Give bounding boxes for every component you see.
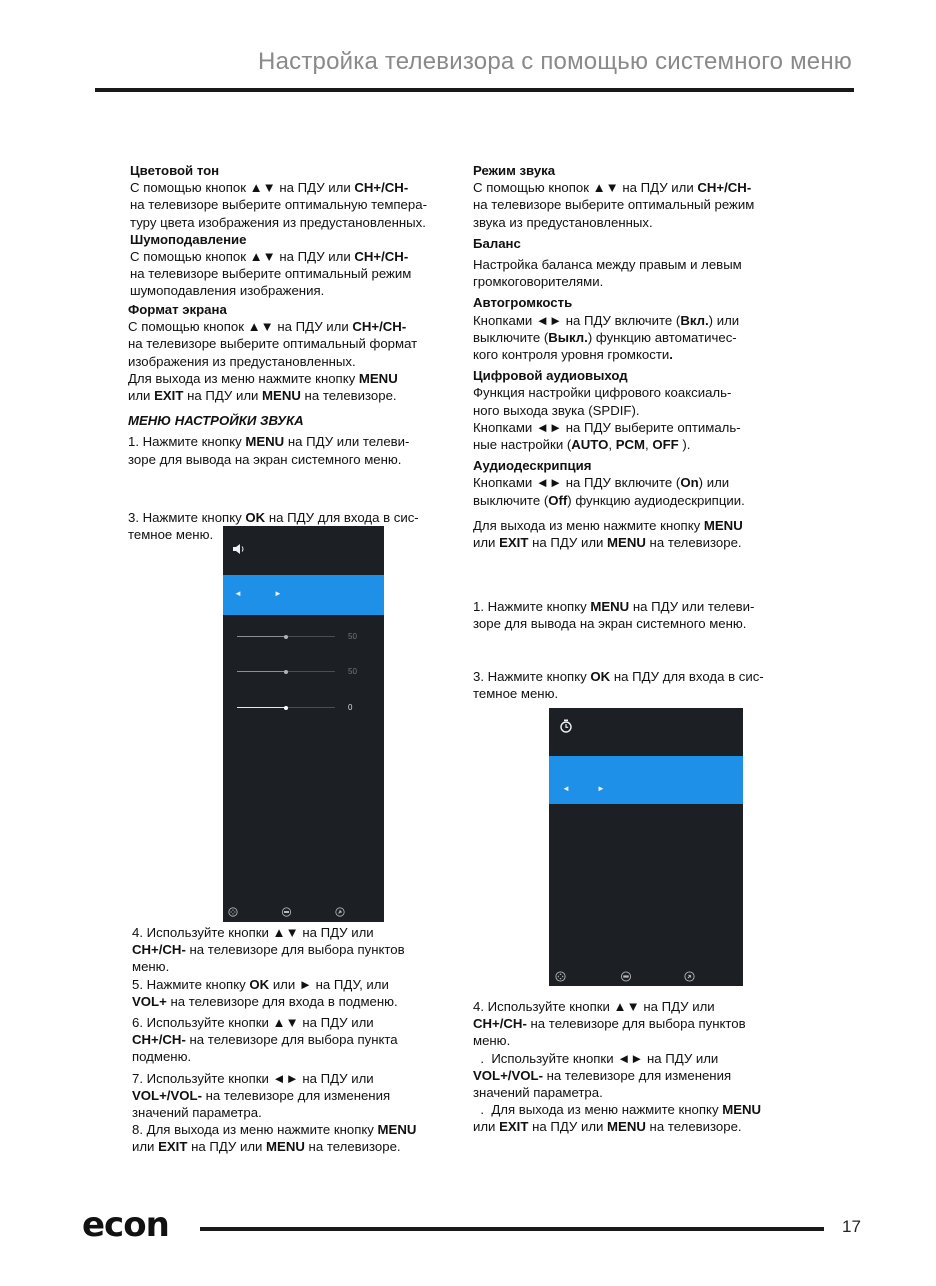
text-line: выключите (Выкл.) функцию автоматичес- bbox=[473, 329, 737, 345]
text-line: меню. bbox=[473, 1033, 511, 1049]
slider-3-knob[interactable] bbox=[284, 706, 288, 710]
slider-1-knob[interactable] bbox=[284, 635, 288, 639]
text-line: на телевизоре выберите оптимальный режим bbox=[473, 197, 755, 213]
text-line: 1. Нажмите кнопку MENU на ПДУ или телеви- bbox=[473, 599, 755, 614]
selected-menu-band[interactable] bbox=[549, 756, 743, 804]
slider-2-fill bbox=[237, 671, 286, 672]
slider-3[interactable] bbox=[237, 707, 335, 708]
text-line: ные настройки (AUTO, PCM, OFF ). bbox=[473, 437, 691, 453]
heading-color-tone: Цветовой тон bbox=[130, 163, 220, 178]
text-line: на телевизоре выберите оптимальную темпера- bbox=[130, 197, 427, 213]
text-line: 5. Нажмите кнопку OK или ► на ПДУ, или bbox=[132, 976, 389, 992]
speaker-icon bbox=[232, 542, 246, 560]
clock-icon bbox=[559, 719, 573, 738]
heading-format: Формат экрана bbox=[128, 302, 227, 317]
arrow-right-icon: ► bbox=[274, 589, 282, 598]
text-line: подменю. bbox=[132, 1049, 192, 1065]
slider-3-fill bbox=[237, 707, 286, 708]
slider-1[interactable] bbox=[237, 636, 335, 637]
text-line: 3. Нажмите кнопку OK на ПДУ для входа в сис- bbox=[473, 669, 764, 684]
heading-digital-out: Цифровой аудиовыход bbox=[473, 368, 628, 384]
footer-rule bbox=[200, 1227, 824, 1231]
dpad-icon bbox=[228, 907, 238, 920]
text-line: зоре для вывода на экран системного меню. bbox=[473, 616, 747, 632]
text-line: С помощью кнопок ▲▼ на ПДУ или CH+/CH- bbox=[130, 180, 409, 196]
back-icon bbox=[335, 907, 345, 920]
text-line: значений параметра. bbox=[473, 1085, 603, 1101]
heading-autovolume: Автогромкость bbox=[473, 295, 573, 311]
text-line: Кнопками ◄► на ПДУ включите (Вкл.) или bbox=[473, 312, 740, 328]
slider-2-knob[interactable] bbox=[284, 670, 288, 674]
time-menu-screen bbox=[549, 708, 743, 986]
text-line: звука из предустановленных. bbox=[473, 214, 653, 230]
text-line: Кнопками ◄► на ПДУ включите (On) или bbox=[473, 475, 730, 491]
text-line: 3. Нажмите кнопку OK на ПДУ для входа в сис- bbox=[128, 510, 419, 525]
text-line: . Используйте кнопки ◄► на ПДУ или bbox=[473, 1050, 719, 1066]
text-line: Функция настройки цифрового коаксиаль- bbox=[473, 385, 732, 401]
selected-menu-band[interactable] bbox=[223, 575, 384, 615]
text-line: 1. Нажмите кнопку MENU на ПДУ или телеви- bbox=[128, 434, 410, 450]
text-line: Настройка баланса между правым и левым bbox=[473, 257, 742, 273]
slider-3-value: 0 bbox=[348, 703, 353, 712]
text-line: 4. Используйте кнопки ▲▼ на ПДУ или bbox=[132, 925, 374, 940]
dpad-icon bbox=[555, 971, 566, 985]
right-step3 bbox=[473, 668, 803, 702]
text-line: значений параметра. bbox=[132, 1105, 262, 1121]
text-line: на телевизоре выберите оптимальный формат bbox=[128, 336, 418, 352]
header-rule bbox=[95, 88, 854, 92]
text-line: 4. Используйте кнопки ▲▼ на ПДУ или bbox=[473, 999, 715, 1014]
text-line: . Для выхода из меню нажмите кнопку MENU bbox=[473, 1102, 762, 1118]
slider-1-fill bbox=[237, 636, 286, 637]
text-line: С помощью кнопок ▲▼ на ПДУ или CH+/CH- bbox=[130, 249, 409, 265]
text-line: Для выхода из меню нажмите кнопку MENU bbox=[128, 370, 398, 386]
text-line: С помощью кнопок ▲▼ на ПДУ или CH+/CH- bbox=[128, 319, 407, 335]
text-line: ного выхода звука (SPDIF). bbox=[473, 402, 640, 418]
text-line: кого контроля уровня громкости. bbox=[473, 347, 673, 363]
enter-icon bbox=[620, 971, 632, 985]
text-line: Для выхода из меню нажмите кнопку MENU bbox=[473, 517, 743, 533]
heading-balance: Баланс bbox=[473, 235, 521, 251]
left-column-mid bbox=[128, 301, 458, 468]
enter-icon bbox=[281, 907, 292, 920]
arrow-left-icon: ◄ bbox=[234, 589, 242, 598]
text-line: Кнопками ◄► на ПДУ выберите оптималь- bbox=[473, 419, 741, 435]
section-title-sound-menu: МЕНЮ НАСТРОЙКИ ЗВУКА bbox=[128, 413, 304, 429]
text-line: шумоподавления изображения. bbox=[130, 283, 325, 299]
arrow-left-icon: ◄ bbox=[562, 784, 570, 793]
text-line: или EXIT на ПДУ или MENU на телевизоре. bbox=[473, 535, 742, 551]
text-line: 8. Для выхода из меню нажмите кнопку MENU bbox=[132, 1122, 417, 1138]
econ-logo: econ bbox=[82, 1205, 169, 1245]
arrow-right-icon: ► bbox=[597, 784, 605, 793]
text-line: выключите (Off) функцию аудиодескрипции. bbox=[473, 492, 745, 508]
right-step1 bbox=[473, 598, 803, 632]
left-column-top bbox=[130, 162, 460, 300]
text-line: темное меню. bbox=[473, 686, 559, 702]
text-line: CH+/CH- на телевизоре для выбора пунктов bbox=[132, 942, 405, 958]
slider-2[interactable] bbox=[237, 671, 335, 672]
heading-noise: Шумоподавление bbox=[130, 231, 247, 247]
text-line: VOL+ на телевизоре для входа в подменю. bbox=[132, 993, 398, 1009]
heading-sound-mode: Режим звука bbox=[473, 163, 556, 178]
sound-menu-screen bbox=[223, 526, 384, 922]
text-line: на телевизоре выберите оптимальный режим bbox=[130, 266, 412, 282]
text-line: или EXIT на ПДУ или MENU на телевизоре. bbox=[132, 1139, 401, 1155]
text-line: изображения из предустановленных. bbox=[128, 353, 356, 369]
slider-2-value: 50 bbox=[348, 667, 357, 676]
text-line: или EXIT на ПДУ или MENU на телевизоре. bbox=[473, 1119, 742, 1135]
page-header-title: Настройка телевизора с помощью системного меню bbox=[258, 48, 852, 75]
text-line: зоре для вывода на экран системного меню. bbox=[128, 451, 402, 467]
text-line: VOL+/VOL- на телевизоре для изменения bbox=[473, 1067, 732, 1083]
text-line: или EXIT на ПДУ или MENU на телевизоре. bbox=[128, 388, 397, 404]
heading-audio-description: Аудиодескрипция bbox=[473, 458, 592, 474]
text-line: меню. bbox=[132, 959, 170, 975]
page-number: 17 bbox=[842, 1217, 861, 1236]
right-column-bottom bbox=[473, 998, 803, 1136]
text-line: туру цвета изображения из предустановленных. bbox=[130, 214, 426, 230]
right-column-top bbox=[473, 162, 803, 551]
text-line: CH+/CH- на телевизоре для выбора пункта bbox=[132, 1032, 398, 1048]
text-line: громкоговорителями. bbox=[473, 274, 604, 290]
text-line: темное меню. bbox=[128, 527, 214, 543]
left-column-bottom bbox=[132, 924, 462, 1156]
text-line: 6. Используйте кнопки ▲▼ на ПДУ или bbox=[132, 1015, 374, 1031]
back-icon bbox=[684, 971, 695, 985]
text-line: С помощью кнопок ▲▼ на ПДУ или CH+/CH- bbox=[473, 180, 752, 196]
slider-1-value: 50 bbox=[348, 632, 357, 641]
text-line: CH+/CH- на телевизоре для выбора пунктов bbox=[473, 1016, 746, 1032]
text-line: 7. Используйте кнопки ◄► на ПДУ или bbox=[132, 1070, 374, 1086]
text-line: VOL+/VOL- на телевизоре для изменения bbox=[132, 1087, 391, 1103]
